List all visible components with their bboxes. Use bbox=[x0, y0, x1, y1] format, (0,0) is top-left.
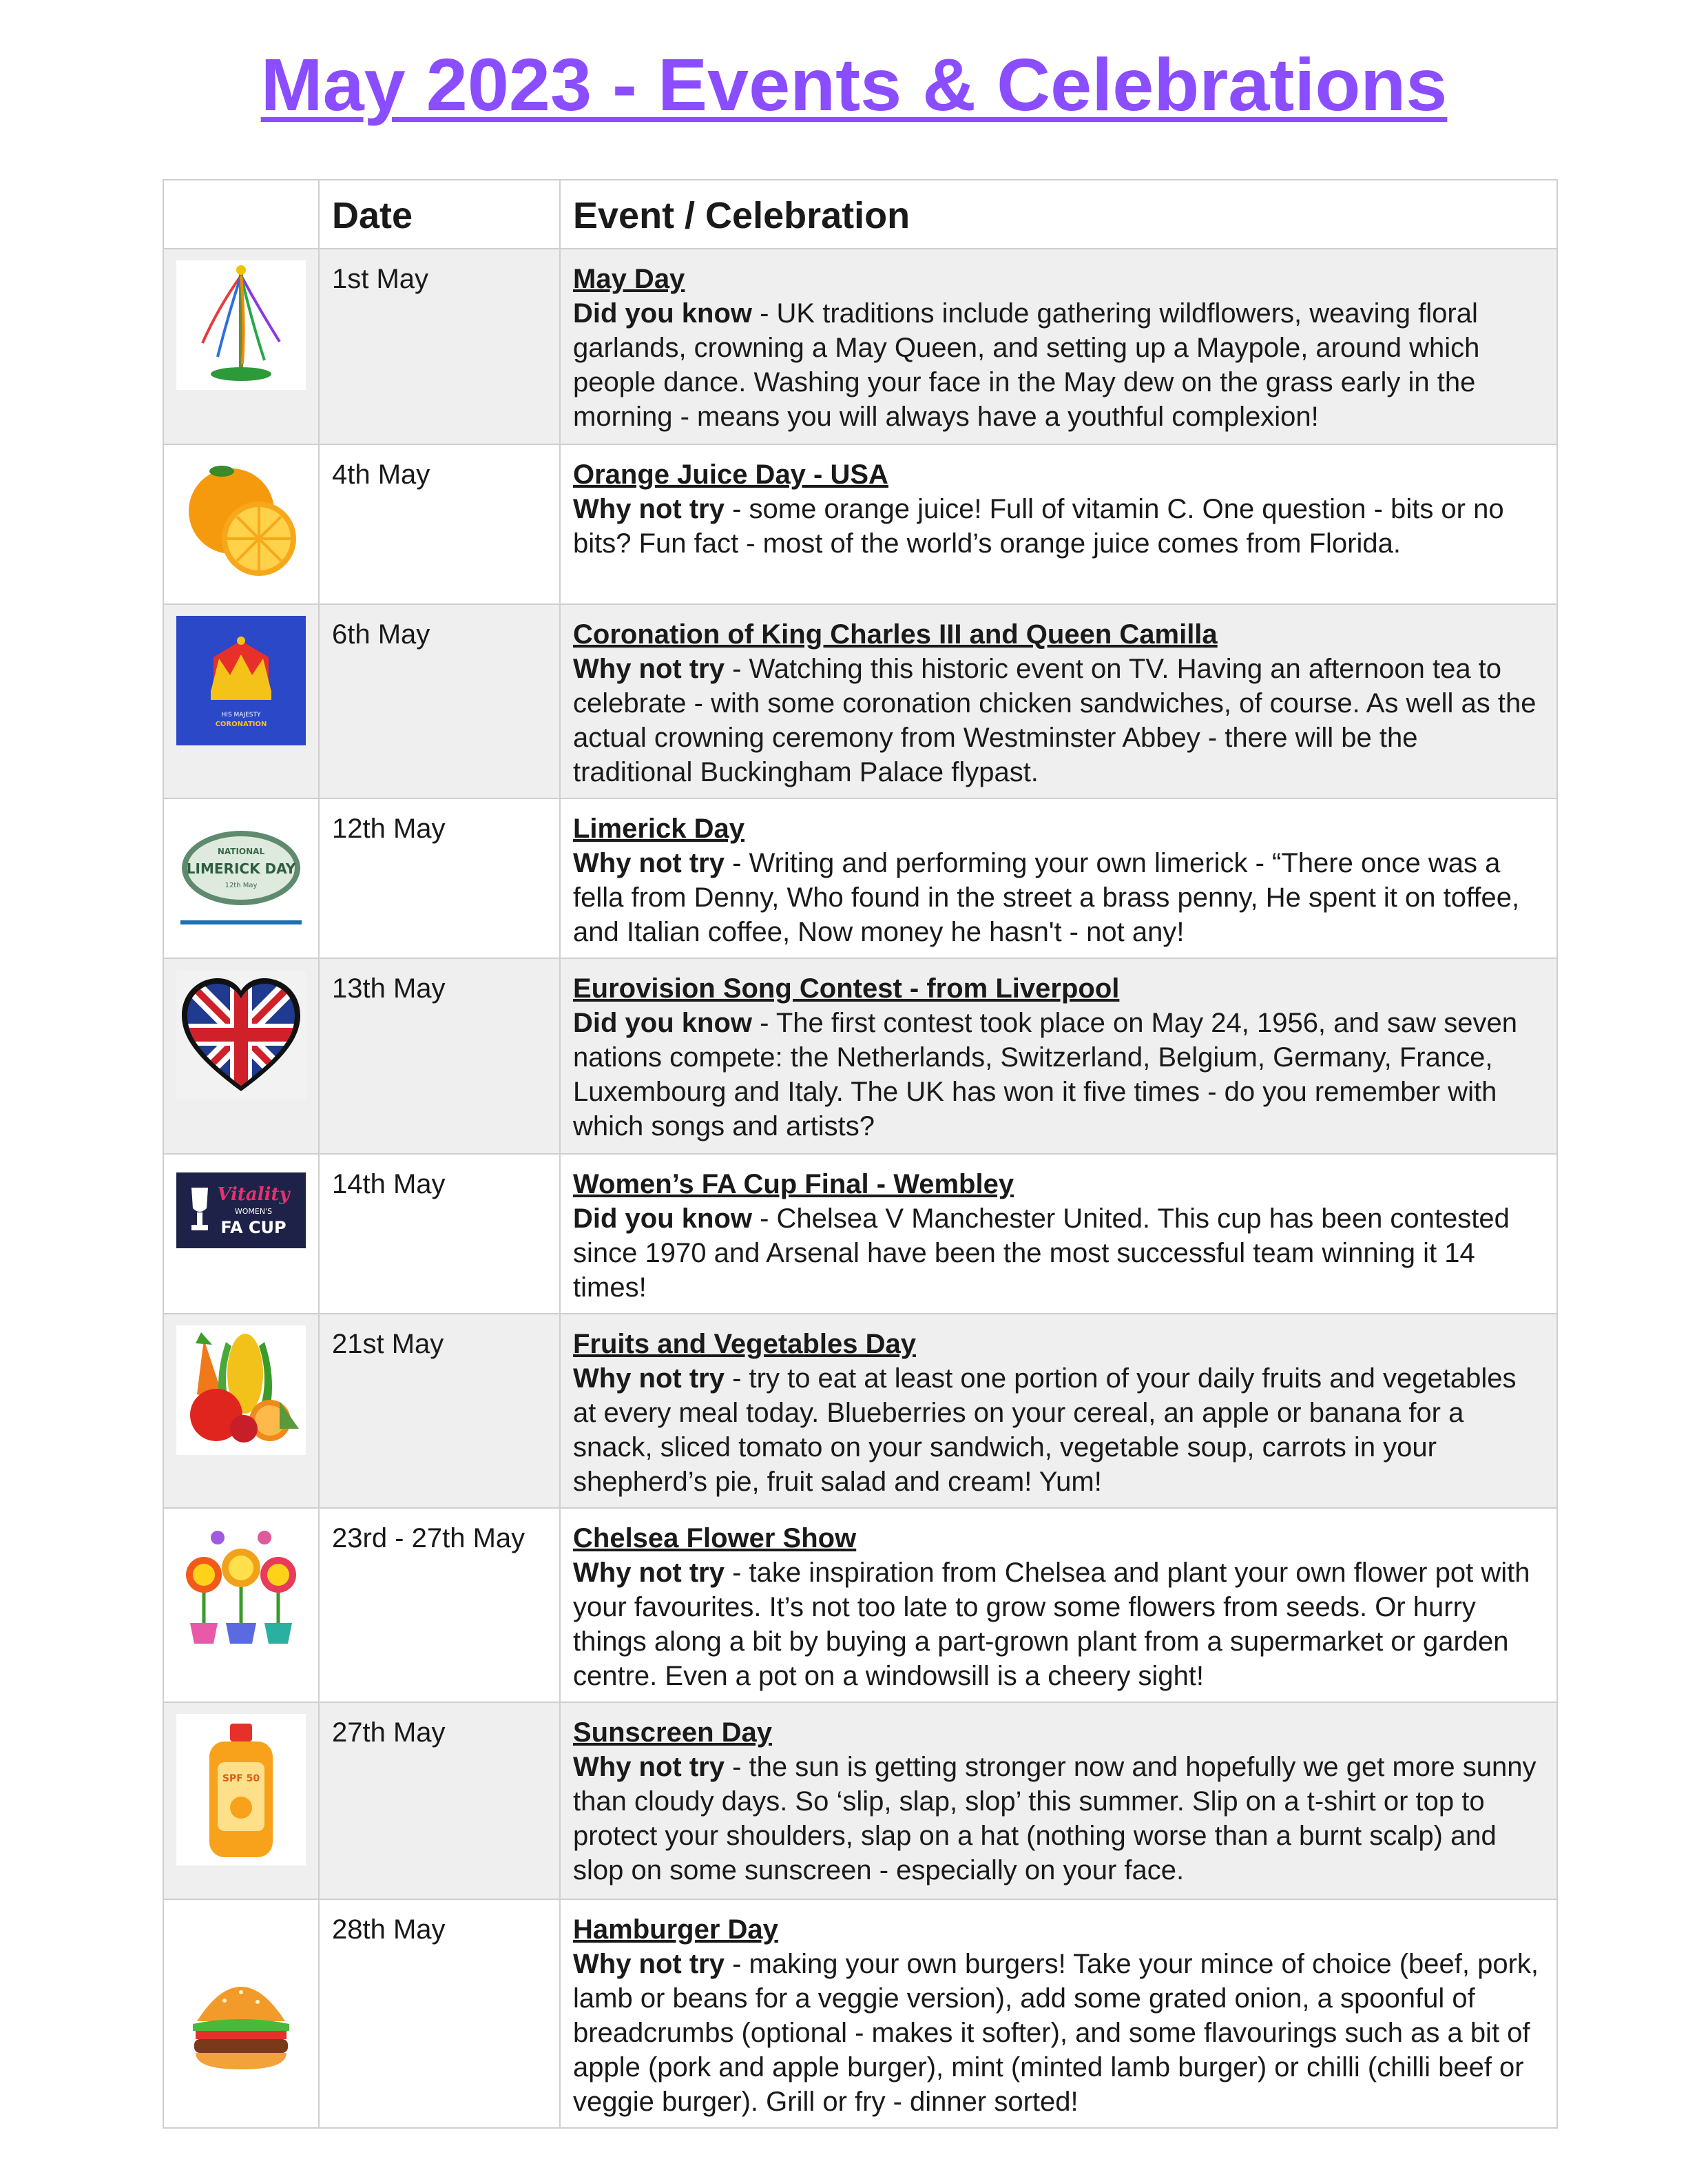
fruit-vegetables-icon bbox=[176, 1325, 306, 1455]
event-cell bbox=[560, 1154, 1557, 1314]
event-description: - The first contest took place on May 24, 1956, and saw seven nations compete: the Netherlands, Switzerland, Belgium, Germany, France, Luxembourg and Italy. The UK has won it five times - do you remember with which songs and artists? bbox=[573, 1008, 1517, 1141]
event-description: - some orange juice! Full of vitamin C. One question - bits or no bits? Fun fact - most of the world’s orange juice comes from Florida. bbox=[573, 494, 1504, 559]
event-cell bbox=[560, 1508, 1557, 1702]
icon-caption: SPF 50 bbox=[222, 1773, 260, 1784]
header-date: Date bbox=[319, 180, 560, 249]
event-lead: Did you know bbox=[573, 298, 752, 329]
event-date: 4th May bbox=[319, 444, 560, 604]
event-lead: Why not try bbox=[573, 1949, 725, 1979]
event-date: 1st May bbox=[319, 249, 560, 444]
icon-caption: NATIONAL bbox=[217, 847, 265, 856]
orange-icon bbox=[176, 456, 306, 586]
header-event: Event / Celebration bbox=[560, 180, 1557, 249]
table-row bbox=[163, 1702, 1557, 1899]
event-date: 12th May bbox=[319, 798, 560, 958]
event-cell bbox=[560, 798, 1557, 958]
event-title: Women’s FA Cup Final - Wembley bbox=[573, 1169, 1014, 1199]
event-cell bbox=[560, 958, 1557, 1154]
table-header-row bbox=[163, 180, 1557, 249]
table-row bbox=[163, 1314, 1557, 1508]
event-description: - take inspiration from Chelsea and plant your own flower pot with your favourites. It’s not too late to grow some flowers from seeds. Or hurry things along a bit by buying a part-grown plant from a supermarket or garden centre. Even a pot on a windowsill is a cheery sight! bbox=[573, 1558, 1530, 1691]
event-title: Orange Juice Day - USA bbox=[573, 459, 888, 490]
table-row bbox=[163, 604, 1557, 798]
event-title: Eurovision Song Contest - from Liverpool bbox=[573, 973, 1120, 1004]
event-cell bbox=[560, 444, 1557, 604]
event-lead: Why not try bbox=[573, 494, 725, 524]
event-title: May Day bbox=[573, 264, 685, 294]
sunscreen-bottle-icon bbox=[176, 1714, 306, 1865]
event-date: 23rd - 27th May bbox=[319, 1508, 560, 1702]
event-lead: Why not try bbox=[573, 1752, 725, 1782]
table-row bbox=[163, 958, 1557, 1154]
event-cell bbox=[560, 249, 1557, 444]
event-title: Coronation of King Charles III and Queen Camilla bbox=[573, 619, 1218, 650]
icon-caption: WOMEN'S bbox=[234, 1207, 273, 1216]
icon-caption: FA CUP bbox=[220, 1218, 287, 1237]
icon-caption: HIS MAJESTY bbox=[221, 712, 261, 719]
icon-caption: CORONATION bbox=[215, 721, 267, 728]
page-title: May 2023 - Events & Celebrations bbox=[260, 43, 1448, 126]
hamburger-icon bbox=[176, 1911, 306, 2118]
event-description: - UK traditions include gathering wildflowers, weaving floral garlands, crowning a May Queen, and setting up a Maypole, around which people dance. Washing your face in the May dew on the grass early in the morning - means you will always have a youthful complexion! bbox=[573, 298, 1480, 432]
table-row bbox=[163, 444, 1557, 604]
event-lead: Why not try bbox=[573, 1363, 725, 1394]
event-description: - the sun is getting stronger now and hopefully we get more sunny than cloudy days. So ‘slip, slap, slop’ this summer. Slip on a t-shirt or top to protect your shoulders, slap on a hat (nothing worse than a burnt scalp) and slop on some sunscreen - especially on your face. bbox=[573, 1752, 1537, 1885]
event-title: Fruits and Vegetables Day bbox=[573, 1329, 916, 1359]
event-date: 13th May bbox=[319, 958, 560, 1154]
event-title: Sunscreen Day bbox=[573, 1717, 773, 1748]
event-date: 6th May bbox=[319, 604, 560, 798]
event-date: 21st May bbox=[319, 1314, 560, 1508]
event-description: - making your own burgers! Take your mince of choice (beef, pork, lamb or beans for a veggie version), add some grated onion, a spoonful of breadcrumbs (optional - makes it softer), and some flavourings such as a bit of apple (pork and apple burger), mint (minted lamb burger) or chilli (chilli beef or veggie burger). Grill or fry - dinner sorted! bbox=[573, 1949, 1539, 2117]
icon-caption: 12th May bbox=[225, 882, 258, 889]
events-table bbox=[163, 179, 1558, 2129]
event-date: 28th May bbox=[319, 1899, 560, 2128]
crown-coronation-icon bbox=[176, 616, 306, 745]
eurovision-heart-icon bbox=[176, 970, 306, 1099]
event-title: Hamburger Day bbox=[573, 1914, 778, 1945]
icon-caption: Vitality bbox=[217, 1184, 290, 1205]
header-image bbox=[163, 180, 319, 249]
table-row bbox=[163, 1508, 1557, 1702]
table-row bbox=[163, 1154, 1557, 1314]
event-description: - Chelsea V Manchester United. This cup has been contested since 1970 and Arsenal have been the most successful team winning it 14 times! bbox=[573, 1203, 1510, 1303]
event-description: - Writing and performing your own limerick - “There once was a fella from Denny, Who found in the street a brass penny, He spent it on toffee, and Italian coffee, Now money he hasn't - not any! bbox=[573, 848, 1520, 947]
event-lead: Did you know bbox=[573, 1008, 752, 1038]
event-lead: Why not try bbox=[573, 654, 725, 684]
event-title: Limerick Day bbox=[573, 814, 745, 844]
event-lead: Did you know bbox=[573, 1203, 752, 1234]
event-date: 27th May bbox=[319, 1702, 560, 1899]
maypole-icon bbox=[176, 260, 306, 390]
table-row bbox=[163, 249, 1557, 444]
event-date: 14th May bbox=[319, 1154, 560, 1314]
event-lead: Why not try bbox=[573, 1558, 725, 1588]
limerick-day-badge-icon bbox=[176, 810, 306, 940]
flower-pots-icon bbox=[176, 1520, 306, 1649]
icon-caption: LIMERICK DAY bbox=[186, 860, 296, 877]
event-title: Chelsea Flower Show bbox=[573, 1523, 857, 1553]
event-lead: Why not try bbox=[573, 848, 725, 878]
table-row bbox=[163, 1899, 1557, 2128]
fa-cup-logo-icon bbox=[176, 1172, 306, 1248]
event-cell bbox=[560, 1899, 1557, 2128]
table-row bbox=[163, 798, 1557, 958]
event-cell bbox=[560, 1702, 1557, 1899]
event-cell bbox=[560, 1314, 1557, 1508]
event-description: - try to eat at least one portion of your daily fruits and vegetables at every meal today. Blueberries on your cereal, an apple or banana for a snack, sliced tomato on your sandwich, vegetable soup, carrots in your shepherd’s pie, fruit salad and cream! Yum! bbox=[573, 1363, 1517, 1497]
event-description: - Watching this historic event on TV. Having an afternoon tea to celebrate - with some coronation chicken sandwiches, of course. As well as the actual crowning ceremony from Westminster Abbey - there will be the traditional Buckingham Palace flypast. bbox=[573, 654, 1537, 787]
event-cell bbox=[560, 604, 1557, 798]
